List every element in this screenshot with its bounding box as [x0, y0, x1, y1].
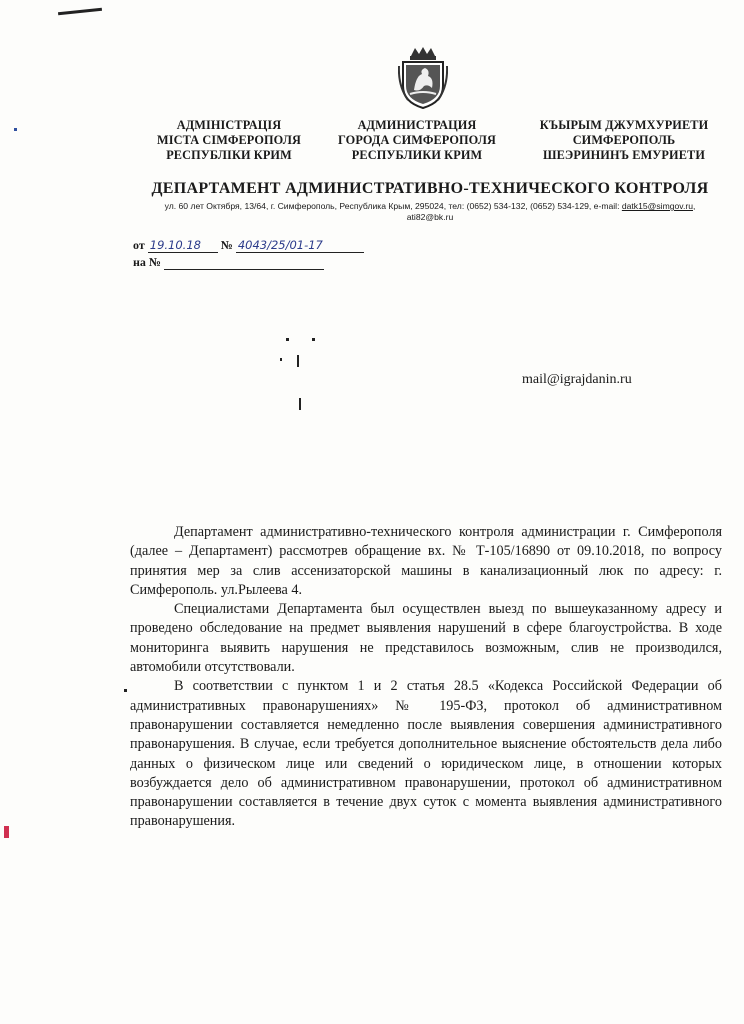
ref-label: на № [133, 255, 161, 269]
number-label: № [220, 238, 233, 252]
header-russian: АДМИНИСТРАЦИЯ ГОРОДА СИМФЕРОПОЛЯ РЕСПУБЛИКИ КРИМ [338, 118, 496, 162]
email-secondary: ati82@bk.ru [406, 212, 454, 222]
header-crimean-tatar: КЪЫРЫМ ДЖУМХУРИЕТИ СИМФЕРОПОЛЬ ШЕЭРИНИНЪ ЕМУРИЕТИ [539, 118, 709, 162]
address-text: ул. 60 лет Октября, 13/64, г. Симферополь, Республика Крым, 295024, тел: (0652) 534-132, (0652) 534-129, e-mail: [164, 201, 622, 211]
email-link[interactable]: datk15@simgov.ru [621, 201, 693, 211]
registration-date-row [133, 238, 364, 253]
paragraph-3: В соответствии с пунктом 1 и 2 статья 28.5 «Кодекса Российской Федерации об административных правонарушениях» № 195-ФЗ, протокол об административном правонарушении составляется немедленно после выявления совершения административного правонарушения. В случае, если требуется дополнительное выяснение обстоятельств дела либо данных о физическом лице или сведений о юридическом лице, в отношении которых возбуждается дело об административном правонарушении, протокол об административном правонарушении составляется в течение двух суток с момента выявления административного правонарушения. [130, 678, 722, 830]
registration-ref-row [133, 255, 324, 270]
scan-mark [286, 338, 289, 341]
header-ukrainian: АДМІНІСТРАЦІЯ МІСТА СІМФЕРОПОЛЯ РЕСПУБЛІКИ КРИМ [157, 118, 301, 162]
letter-body [130, 523, 722, 832]
recipient-email: mail@igrajdanin.ru [522, 372, 632, 387]
scan-mark [4, 826, 9, 838]
paragraph-2: Специалистами Департамента был осуществлен выезд по вышеуказанному адресу и проведено обследование на предмет выявления нарушений в сфере благоустройства. В ходе мониторинга выявить нарушения не представилось возможным, слив не производился, автомобили отсутствовали. [130, 601, 722, 676]
department-title: ДЕПАРТАМЕНТ АДМИНИСТРАТИВНО-ТЕХНИЧЕСКОГО КОНТРОЛЯ [151, 180, 709, 197]
date-value: 19.10.18 [149, 238, 201, 252]
scan-mark [124, 689, 127, 692]
number-value: 4043/25/01-17 [237, 238, 323, 252]
scan-mark [299, 398, 301, 410]
paragraph-1: Департамент административно-технического контроля администрации г. Симферополя (далее – Департамент) рассмотрев обращение вх. № Т-105/16890 от 09.10.2018, по вопросу принятия мер за слив ассенизаторской машины в канализационный люк по адресу: г. Симферополь. ул.Рылеева 4. [130, 524, 722, 598]
scan-mark [312, 338, 315, 341]
scan-mark [297, 355, 299, 367]
from-label: от [133, 238, 145, 252]
scan-mark [14, 128, 17, 131]
scan-mark [58, 8, 102, 16]
scan-mark [280, 358, 282, 361]
department-address: ул. 60 лет Октября, 13/64, г. Симферополь, Республика Крым, 295024, тел: (0652) 534-132, (0652) 534-129, e-mail: datk15@simgov.ru, ati82@bk.ru [164, 201, 696, 222]
coat-of-arms-icon [398, 46, 448, 110]
